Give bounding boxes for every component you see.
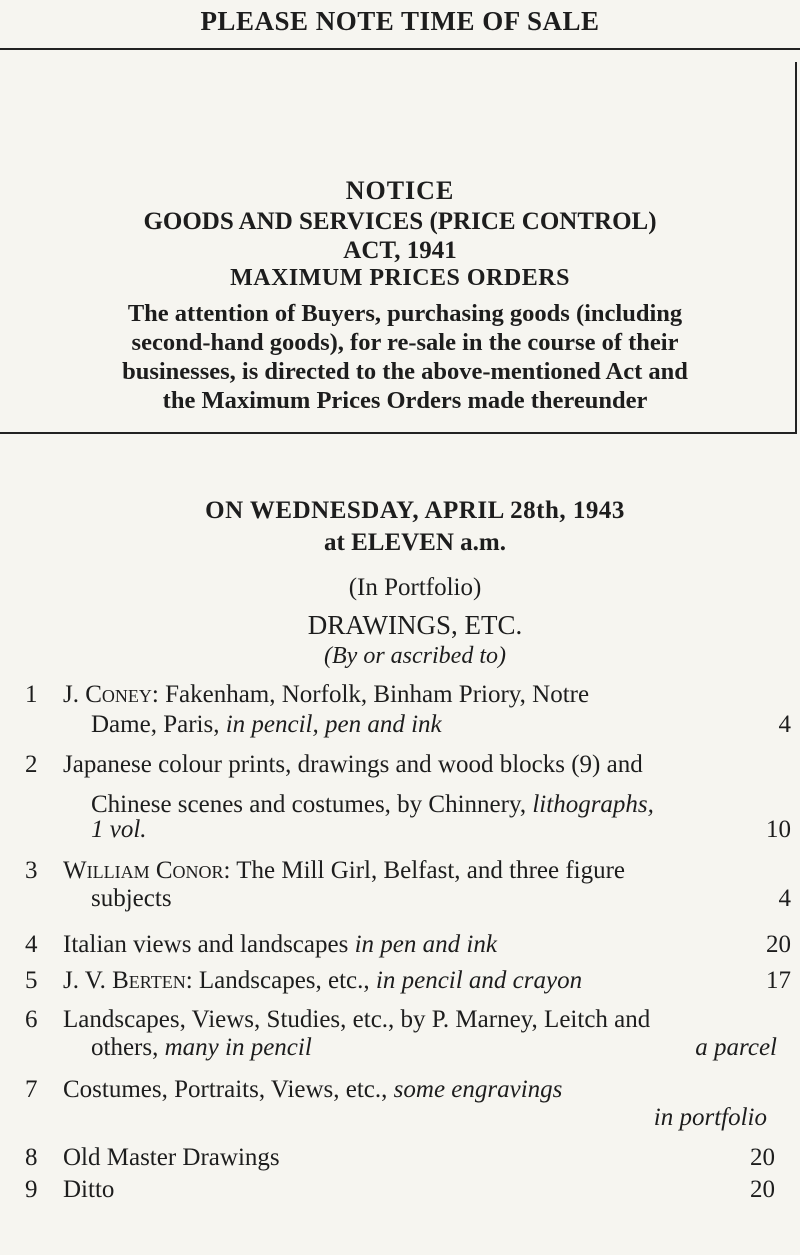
notice-body-line: second-hand goods), for re-sale in the course of their <box>131 329 679 356</box>
lot-text: : Fakenham, Norfolk, Binham Priory, Notre <box>151 681 590 708</box>
sale-time: at ELEVEN a.m. <box>324 529 506 556</box>
lot-number: 9 <box>25 1176 38 1203</box>
section-title: DRAWINGS, ETC. <box>307 610 523 640</box>
lot-medium: in pen and ink <box>354 931 497 958</box>
notice-max-prices: MAXIMUM PRICES ORDERS <box>230 265 570 291</box>
notice-body-line: the Maximum Prices Orders made thereunder <box>162 387 648 414</box>
lot-medium: in pencil and crayon <box>375 967 583 994</box>
lot-number: 3 <box>25 857 38 884</box>
lot-artist: Coney <box>85 681 152 708</box>
lot-number: 6 <box>25 1006 38 1033</box>
lot-artist: William Conor <box>63 857 224 884</box>
lot-quantity: 10 <box>766 816 791 843</box>
lot-number: 4 <box>25 931 38 958</box>
lot-text: Italian views and landscapes <box>63 931 355 958</box>
notice-title: NOTICE <box>345 176 455 205</box>
lot-quantity: 20 <box>766 931 791 958</box>
lot-medium: some engravings <box>393 1076 563 1103</box>
notice-body-line: The attention of Buyers, purchasing goods (including <box>127 300 683 327</box>
lot-quantity: 4 <box>778 885 791 912</box>
portfolio-note: (In Portfolio) <box>348 574 482 601</box>
lot-text: Japanese colour prints, drawings and wood blocks (9) and <box>63 751 643 778</box>
lot-artist: Berten <box>112 967 186 994</box>
lot-quantity: 17 <box>766 967 791 994</box>
lot-number: 7 <box>25 1076 38 1103</box>
notice-act-line-2: ACT, 1941 <box>343 237 457 264</box>
lot-text: subjects <box>91 885 172 912</box>
lot-medium: many in pencil <box>164 1034 312 1061</box>
lot-text: Chinese scenes and costumes, by Chinnery, <box>91 791 533 818</box>
lot-quantity: in portfolio <box>653 1104 767 1131</box>
lot-text: Old Master Drawings <box>63 1144 280 1171</box>
lot-quantity: a parcel <box>695 1034 777 1061</box>
lot-text: 1 vol. <box>91 816 147 843</box>
lot-text: Landscapes, Views, Studies, etc., by P. Marney, Leitch and <box>63 1006 651 1033</box>
lot-medium: in pencil, pen and ink <box>225 711 442 738</box>
lot-text: Dame, Paris, <box>91 711 226 738</box>
lot-number: 8 <box>25 1144 38 1171</box>
sale-date: ON WEDNESDAY, APRIL 28th, 1943 <box>205 497 625 524</box>
lot-medium: lithographs, <box>532 791 654 818</box>
notice-act-line-1: GOODS AND SERVICES (PRICE CONTROL) <box>143 208 657 235</box>
page-heading: PLEASE NOTE TIME OF SALE <box>200 6 600 36</box>
lot-text: J. <box>63 681 86 708</box>
notice-body <box>20 299 790 415</box>
section-subtitle: (By or ascribed to) <box>324 643 506 669</box>
lot-text: Ditto <box>63 1176 115 1203</box>
lot-quantity: 20 <box>750 1176 775 1203</box>
lot-quantity: 4 <box>778 711 791 738</box>
lot-text: J. V. <box>63 967 113 994</box>
lot-text: others, <box>91 1034 165 1061</box>
lot-quantity: 20 <box>750 1144 775 1171</box>
heading-rule <box>0 48 800 50</box>
lot-text: : Landscapes, etc., <box>185 967 376 994</box>
lot-number: 1 <box>25 681 38 708</box>
lot-number: 5 <box>25 967 38 994</box>
notice-box-bottom-rule <box>0 432 797 434</box>
notice-body-line: businesses, is directed to the above-mentioned Act and <box>122 358 688 385</box>
lot-text: : The Mill Girl, Belfast, and three figure <box>223 857 626 884</box>
lot-number: 2 <box>25 751 38 778</box>
notice-act-title <box>0 207 800 265</box>
lot-text: Costumes, Portraits, Views, etc., <box>63 1076 394 1103</box>
